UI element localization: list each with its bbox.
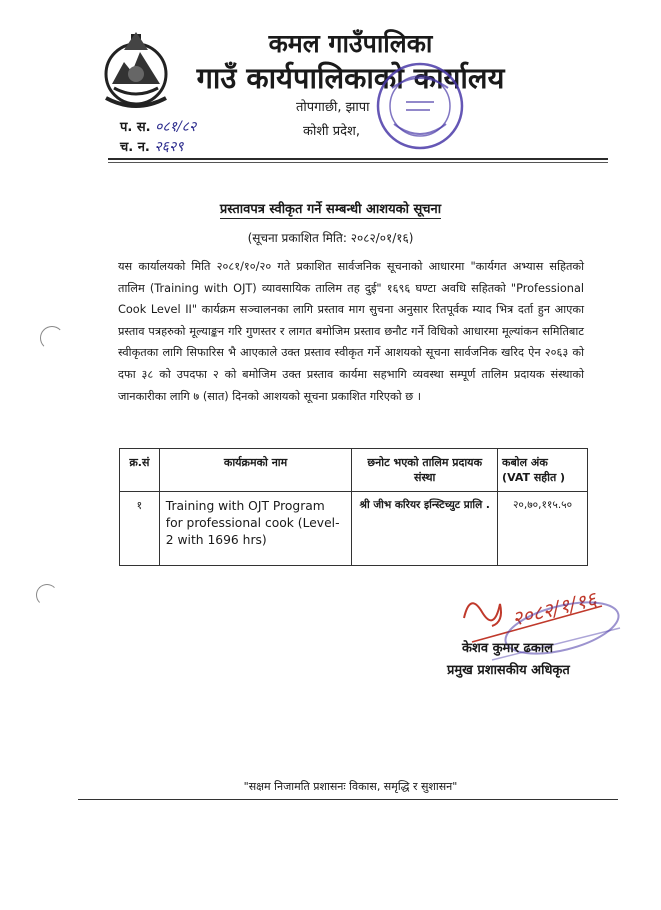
row-sn: १	[120, 492, 160, 566]
table-header-row	[120, 449, 588, 492]
footer-motto: "सक्षम निजामति प्रशासनः विकास, समृद्धि र सुशासन"	[243, 780, 458, 793]
header-amount: कबोल अंक (VAT सहीत )	[498, 449, 588, 492]
org-name-line1: कमल गाउँपालिका	[268, 29, 433, 58]
table-row	[120, 492, 588, 566]
reference-number: प. स. ०८१/८२	[120, 119, 197, 135]
header-sn: क्र.सं	[120, 449, 160, 492]
office-location: तोपगाछी, झापा	[296, 100, 370, 115]
notice-body: यस कार्यालयको मिति २०८१/१०/२० गते प्रकाशित सार्वजनिक सूचनाको आधारमा "कार्यगत अभ्यास सहितको तालिम (Training with OJT) व्यावसायिक तालिम तह दुई" १६९६ घण्टा अवधि सहितको "Professional Cook Level II" कार्यक्रम सञ्चालनका लागि प्रस्ताव माग सुचना अनुसार रितपूर्वक म्याद भित्र दर्ता हुन आएका प्रस्ताव पत्रहरुको मूल्याङ्कन गरि गुणस्तर र लागत बमोजिम प्रस्ताव छनौट गर्ने विधिको आधारमा मूल्यांकन समितिबाट स्वीकृतका लागि सिफारिस भै आएकाले उक्त प्रस्ताव स्वीकृत गर्ने आशयको सूचना सार्वजनिक खरिद ऐन २०६३ को दफा ३८ को उपदफा २ को बमोजिम उक्त प्रस्ताव कार्यमा सहभागि व्यवस्था सम्पूर्ण तालिम प्रदायक संस्थाको जानकारीका लागि ७ (सात) दिनको आशयको सूचना प्रकाशित गरिएको छ ।	[118, 260, 584, 403]
office-province: कोशी प्रदेश,	[303, 124, 360, 139]
header-program: कार्यक्रमको नाम	[159, 449, 352, 492]
signature-date: २०८२/१/१६	[509, 586, 599, 631]
notice-subject: प्रस्तावपत्र स्वीकृत गर्ने सम्बन्धी आशयको सूचना	[219, 202, 442, 217]
header-divider	[108, 158, 608, 160]
footer-divider	[78, 799, 618, 800]
row-amount: २०,७०,११५.५०	[498, 492, 588, 566]
row-institution: श्री जीभ करियर इन्स्टिच्युट प्रालि .	[352, 492, 498, 566]
header-institution: छनोट भएको तालिम प्रदायक संस्था	[352, 449, 498, 492]
punch-hole-mark	[40, 326, 64, 350]
header-divider-thin	[108, 162, 608, 163]
row-program: Training with OJT Program for professional cook (Level-2 with 1696 hrs)	[159, 492, 352, 566]
office-stamp-icon	[372, 58, 468, 154]
signatory-title: प्रमुख प्रशासकीय अधिकृत	[447, 663, 570, 678]
signatory-name: केशव कुमार ढकाल	[462, 641, 554, 656]
selection-table	[119, 448, 588, 566]
punch-hole-mark	[36, 584, 58, 606]
dispatch-number: च. न. २६२९	[120, 139, 184, 155]
org-name-line2: गाउँ कार्यपालिकाको कार्यालय	[196, 61, 505, 95]
published-date: (सूचना प्रकाशित मिति: २०८२/०१/१६)	[247, 231, 414, 245]
